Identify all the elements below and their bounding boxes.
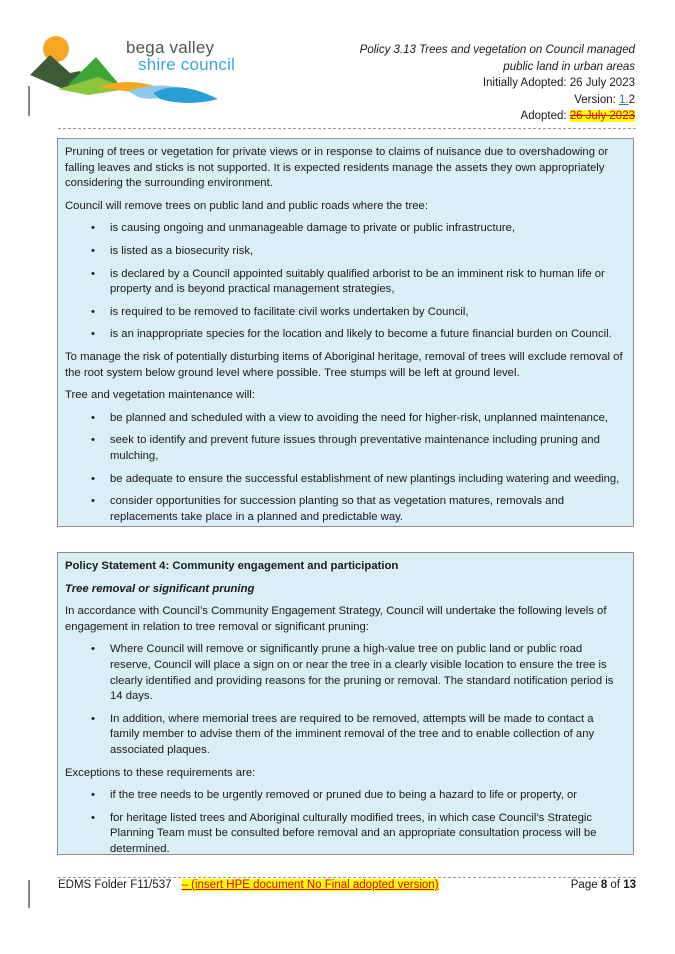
policy-statement-subheading: Tree removal or significant pruning <box>65 582 255 595</box>
bullet-icon: • <box>91 411 95 424</box>
edms-folder: EDMS Folder F11/537 <box>58 879 172 891</box>
list-item <box>65 788 626 804</box>
bullet-icon: • <box>91 495 95 508</box>
bullet-icon: • <box>91 789 95 802</box>
exceptions-intro: Exceptions to these requirements are: <box>65 766 256 779</box>
list-item-text: if the tree needs to be urgently removed or pruned due to being a hazard to life or property, or <box>110 789 578 802</box>
maintenance-intro: Tree and vegetation maintenance will: <box>65 389 255 402</box>
policy-title-line2: public land in urban areas <box>503 60 635 73</box>
aboriginal-heritage-paragraph: To manage the risk of potentially disturbing items of Aboriginal heritage, removal of trees will exclude removal of the root system below ground level where possible. Tree stumps will be left at ground level. <box>65 350 623 379</box>
engagement-list <box>65 642 626 758</box>
list-item-text: is causing ongoing and unmanageable damage to private or public infrastructure, <box>110 222 516 235</box>
removal-intro: Council will remove trees on public land and public roads where the tree: <box>65 199 428 212</box>
council-logo <box>28 33 248 103</box>
list-item <box>65 244 626 260</box>
page-current: 8 <box>600 879 608 891</box>
document-header <box>360 42 635 125</box>
engagement-intro: In accordance with Council’s Community Engagement Strategy, Council will undertake the following levels of engagement in relation to tree removal or significant pruning: <box>65 605 607 633</box>
list-item-text: seek to identify and prevent future issues through preventative maintenance including pruning and mulching, <box>110 434 600 462</box>
list-item-text: is declared by a Council appointed suitably qualified arborist to be an imminent risk to human life or property and is beyond practical management strategies, <box>110 267 605 296</box>
version-line <box>360 92 635 109</box>
list-item <box>65 411 626 427</box>
bullet-icon: • <box>91 244 95 257</box>
list-item-text: be adequate to ensure the successful establishment of new plantings including watering and weeding, <box>110 472 620 485</box>
maintenance-list <box>65 411 626 526</box>
list-item-text: is listed as a biosecurity risk, <box>110 244 254 257</box>
page-label: Page <box>570 879 601 891</box>
page-number <box>571 879 636 891</box>
exceptions-list <box>65 788 626 857</box>
list-item <box>65 267 626 298</box>
version-link[interactable]: 1. <box>619 93 629 106</box>
change-bar-footer <box>28 880 30 908</box>
list-item <box>65 221 626 237</box>
version-minor: 2 <box>628 93 635 106</box>
list-item-text: be planned and scheduled with a view to avoiding the need for higher-risk, unplanned maintenance, <box>110 411 609 424</box>
list-item <box>65 811 626 858</box>
list-item <box>65 433 626 464</box>
pruning-paragraph: Pruning of trees or vegetation for private views or in response to claims of nuisance due to overshadowing or falling leaves and sticks is not supported. It is expected residents manage the assets they own appropriately considering the surrounding environment. <box>65 146 609 190</box>
version-label: Version: <box>574 93 619 106</box>
list-item-text: for heritage listed trees and Aboriginal culturally modified trees, in which case Council’s Strategic Planning Team must be consulted before removal and an appropriate consultation process will be determined. <box>110 811 597 855</box>
bullet-icon: • <box>91 472 95 485</box>
logo-text-shire-council: shire council <box>138 55 236 74</box>
river-wave-icon <box>98 73 218 113</box>
page-total: 13 <box>623 879 636 891</box>
change-bar-header <box>28 86 30 116</box>
bullet-icon: • <box>91 712 95 725</box>
bullet-icon: • <box>91 434 95 447</box>
list-item <box>65 327 626 343</box>
bullet-icon: • <box>91 267 95 280</box>
list-item-text: consider opportunities for succession planting so that as vegetation matures, removals and replacements take place in a planned and predictable way. <box>110 495 565 523</box>
list-item <box>65 305 626 321</box>
initially-adopted: Initially Adopted: 26 July 2023 <box>482 77 635 89</box>
policy-statement-4-box <box>57 552 634 855</box>
list-item <box>65 494 626 525</box>
bullet-icon: • <box>91 222 95 235</box>
hpe-placeholder: – (insert HPE document No Final adopted version) <box>181 879 439 891</box>
policy-box-tree-removal <box>57 138 634 527</box>
list-item-text: is required to be removed to facilitate civil works undertaken by Council, <box>110 305 469 318</box>
bullet-icon: • <box>91 811 95 824</box>
bullet-icon: • <box>91 328 95 341</box>
adopted-label: Adopted: <box>520 110 570 122</box>
removal-criteria-list <box>65 221 626 343</box>
list-item <box>65 472 626 488</box>
list-item-text: is an inappropriate species for the location and likely to become a future financial burden on Council. <box>110 328 612 341</box>
footer-rule <box>58 877 636 878</box>
list-item-text: Where Council will remove or significantly prune a high-value tree on public land or public road reserve, Council will place a sign on or near the tree in a clearly visible location to ensure the tree is clearly identified and providing reasons for the pruning or removal. The standard notification period is 14 days. <box>110 643 614 703</box>
logo-text-bega-valley: bega valley <box>126 38 215 57</box>
list-item <box>65 642 626 704</box>
policy-title-line1: Policy 3.13 Trees and vegetation on Council managed <box>359 44 635 56</box>
page-of: of <box>607 879 624 891</box>
bullet-icon: • <box>91 305 95 318</box>
policy-statement-heading: Policy Statement 4: Community engagement and participation <box>65 560 399 572</box>
document-footer <box>58 879 636 891</box>
list-item <box>65 712 626 759</box>
list-item-text: In addition, where memorial trees are required to be removed, attempts will be made to contact a family member to advise them of the imminent removal of the tree and to enable collection of any associated plaques. <box>110 712 595 756</box>
header-rule <box>58 128 636 129</box>
adopted-line <box>360 108 635 125</box>
bullet-icon: • <box>91 643 95 656</box>
adopted-date-deleted: 26 July 2023 <box>569 110 635 122</box>
